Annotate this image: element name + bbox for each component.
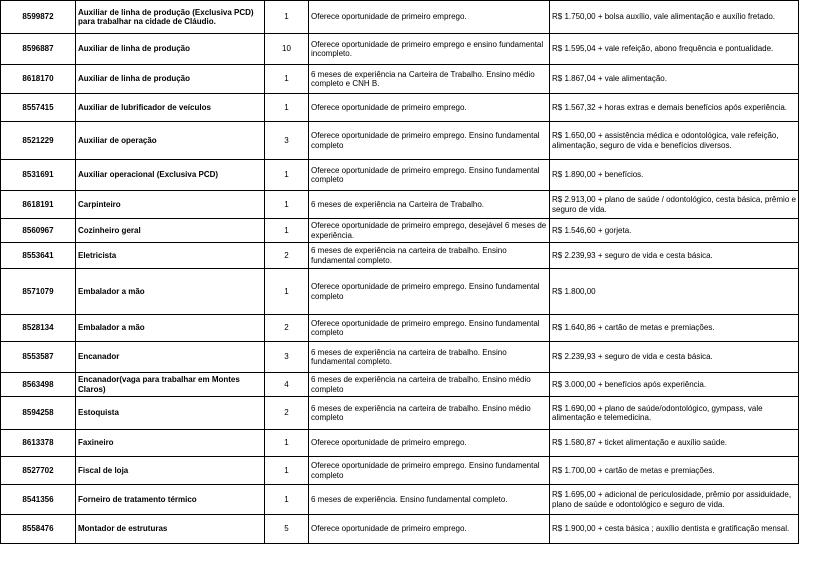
table-row	[1, 269, 799, 315]
salary-benefits-cell: R$ 2.239,93 + seguro de vida e cesta básica.	[550, 342, 799, 373]
job-title-cell: Encanador	[76, 342, 265, 373]
requirements-cell: Oferece oportunidade de primeiro emprego.	[309, 430, 550, 457]
requirements-cell: Oferece oportunidade de primeiro emprego.	[309, 1, 550, 34]
vacancies-cell: 1	[265, 219, 309, 243]
vacancies-cell: 3	[265, 122, 309, 160]
requirements-cell: Oferece oportunidade de primeiro emprego e ensino fundamental incompleto.	[309, 34, 550, 65]
vacancies-cell: 1	[265, 485, 309, 515]
job-code-cell: 8560967	[1, 219, 76, 243]
salary-benefits-cell: R$ 1.800,00	[550, 269, 799, 315]
vacancies-cell: 1	[265, 457, 309, 485]
salary-benefits-cell: R$ 1.700,00 + cartão de metas e premiações.	[550, 457, 799, 485]
salary-benefits-cell: R$ 3.000,00 + benefícios após experiência.	[550, 373, 799, 397]
vacancies-cell: 2	[265, 243, 309, 269]
table-row	[1, 160, 799, 191]
job-code-cell: 8527702	[1, 457, 76, 485]
requirements-cell: 6 meses de experiência na carteira de trabalho. Ensino médio completo	[309, 397, 550, 430]
salary-benefits-cell: R$ 1.750,00 + bolsa auxílio, vale alimentação e auxílio fretado.	[550, 1, 799, 34]
requirements-cell: Oferece oportunidade de primeiro emprego.	[309, 515, 550, 544]
job-title-cell: Carpinteiro	[76, 191, 265, 219]
vacancies-cell: 1	[265, 160, 309, 191]
job-code-cell: 8613378	[1, 430, 76, 457]
table-row	[1, 94, 799, 122]
salary-benefits-cell: R$ 1.546,60 + gorjeta.	[550, 219, 799, 243]
requirements-cell: Oferece oportunidade de primeiro emprego.	[309, 94, 550, 122]
salary-benefits-cell: R$ 1.650,00 + assistência médica e odontológica, vale refeição, alimentação, seguro de vida e benefícios diversos.	[550, 122, 799, 160]
job-code-cell: 8541356	[1, 485, 76, 515]
table-row	[1, 485, 799, 515]
vacancies-cell: 1	[265, 430, 309, 457]
job-code-cell: 8558476	[1, 515, 76, 544]
job-code-cell: 8557415	[1, 94, 76, 122]
salary-benefits-cell: R$ 1.867,04 + vale alimentação.	[550, 65, 799, 94]
job-code-cell: 8563498	[1, 373, 76, 397]
vacancies-cell: 1	[265, 269, 309, 315]
vacancies-cell: 2	[265, 315, 309, 342]
job-title-cell: Auxiliar de lubrificador de veículos	[76, 94, 265, 122]
job-code-cell: 8553641	[1, 243, 76, 269]
table-row	[1, 122, 799, 160]
table-row	[1, 397, 799, 430]
salary-benefits-cell: R$ 1.900,00 + cesta básica ; auxílio dentista e gratificação mensal.	[550, 515, 799, 544]
job-code-cell: 8618170	[1, 65, 76, 94]
job-title-cell: Cozinheiro geral	[76, 219, 265, 243]
table-row	[1, 1, 799, 34]
job-title-cell: Auxiliar de linha de produção	[76, 65, 265, 94]
requirements-cell: Oferece oportunidade de primeiro emprego. Ensino fundamental completo	[309, 160, 550, 191]
requirements-cell: Oferece oportunidade de primeiro emprego. Ensino fundamental completo	[309, 457, 550, 485]
job-title-cell: Auxiliar operacional (Exclusiva PCD)	[76, 160, 265, 191]
requirements-cell: 6 meses de experiência na carteira de trabalho. Ensino fundamental completo.	[309, 243, 550, 269]
table-row	[1, 315, 799, 342]
salary-benefits-cell: R$ 1.595,04 + vale refeição, abono frequência e pontualidade.	[550, 34, 799, 65]
job-title-cell: Embalador a mão	[76, 269, 265, 315]
job-listing-rows	[1, 1, 799, 544]
table-row	[1, 243, 799, 269]
vacancies-cell: 4	[265, 373, 309, 397]
table-row	[1, 373, 799, 397]
vacancies-cell: 3	[265, 342, 309, 373]
job-code-cell: 8553587	[1, 342, 76, 373]
salary-benefits-cell: R$ 1.580,87 + ticket alimentação e auxílio saúde.	[550, 430, 799, 457]
requirements-cell: Oferece oportunidade de primeiro emprego. Ensino fundamental completo	[309, 315, 550, 342]
job-code-cell: 8571079	[1, 269, 76, 315]
requirements-cell: 6 meses de experiência na carteira de trabalho. Ensino médio completo	[309, 373, 550, 397]
table-row	[1, 65, 799, 94]
job-code-cell: 8599872	[1, 1, 76, 34]
job-title-cell: Auxiliar de linha de produção	[76, 34, 265, 65]
table-row	[1, 219, 799, 243]
requirements-cell: 6 meses de experiência na Carteira de Trabalho. Ensino médio completo e CNH B.	[309, 65, 550, 94]
requirements-cell: Oferece oportunidade de primeiro emprego. Ensino fundamental completo	[309, 269, 550, 315]
job-code-cell: 8521229	[1, 122, 76, 160]
vacancies-cell: 2	[265, 397, 309, 430]
job-code-cell: 8528134	[1, 315, 76, 342]
salary-benefits-cell: R$ 1.567,32 + horas extras e demais benefícios após experiência.	[550, 94, 799, 122]
job-title-cell: Embalador a mão	[76, 315, 265, 342]
table-row	[1, 34, 799, 65]
table-row	[1, 430, 799, 457]
job-title-cell: Faxineiro	[76, 430, 265, 457]
table-row	[1, 515, 799, 544]
job-code-cell: 8531691	[1, 160, 76, 191]
requirements-cell: 6 meses de experiência na carteira de trabalho. Ensino fundamental completo.	[309, 342, 550, 373]
table-row	[1, 457, 799, 485]
vacancies-cell: 1	[265, 1, 309, 34]
requirements-cell: 6 meses de experiência na Carteira de Trabalho.	[309, 191, 550, 219]
job-title-cell: Auxiliar de linha de produção (Exclusiva PCD) para trabalhar na cidade de Cláudio.	[76, 1, 265, 34]
salary-benefits-cell: R$ 1.690,00 + plano de saúde/odontológico, gympass, vale alimentação e telemedicina.	[550, 397, 799, 430]
salary-benefits-cell: R$ 2.913,00 + plano de saúde / odontológico, cesta básica, prêmio e seguro de vida.	[550, 191, 799, 219]
job-code-cell: 8618191	[1, 191, 76, 219]
job-title-cell: Forneiro de tratamento térmico	[76, 485, 265, 515]
table-row	[1, 342, 799, 373]
job-title-cell: Fiscal de loja	[76, 457, 265, 485]
requirements-cell: Oferece oportunidade de primeiro emprego, desejável 6 meses de experiência.	[309, 219, 550, 243]
salary-benefits-cell: R$ 1.695,00 + adicional de periculosidade, prêmio por assiduidade, plano de saúde e odontológico e seguro de vida.	[550, 485, 799, 515]
vacancies-cell: 10	[265, 34, 309, 65]
table-row	[1, 191, 799, 219]
salary-benefits-cell: R$ 1.640,86 + cartão de metas e premiações.	[550, 315, 799, 342]
job-title-cell: Estoquista	[76, 397, 265, 430]
vacancies-cell: 1	[265, 65, 309, 94]
requirements-cell: Oferece oportunidade de primeiro emprego. Ensino fundamental completo	[309, 122, 550, 160]
salary-benefits-cell: R$ 2.239,93 + seguro de vida e cesta básica.	[550, 243, 799, 269]
vacancies-cell: 1	[265, 94, 309, 122]
job-code-cell: 8594258	[1, 397, 76, 430]
job-title-cell: Auxiliar de operação	[76, 122, 265, 160]
job-title-cell: Eletricista	[76, 243, 265, 269]
job-title-cell: Montador de estruturas	[76, 515, 265, 544]
requirements-cell: 6 meses de experiência. Ensino fundamental completo.	[309, 485, 550, 515]
vacancies-cell: 5	[265, 515, 309, 544]
job-title-cell: Encanador(vaga para trabalhar em Montes Claros)	[76, 373, 265, 397]
job-code-cell: 8596887	[1, 34, 76, 65]
vacancies-cell: 1	[265, 191, 309, 219]
salary-benefits-cell: R$ 1.890,00 + benefícios.	[550, 160, 799, 191]
